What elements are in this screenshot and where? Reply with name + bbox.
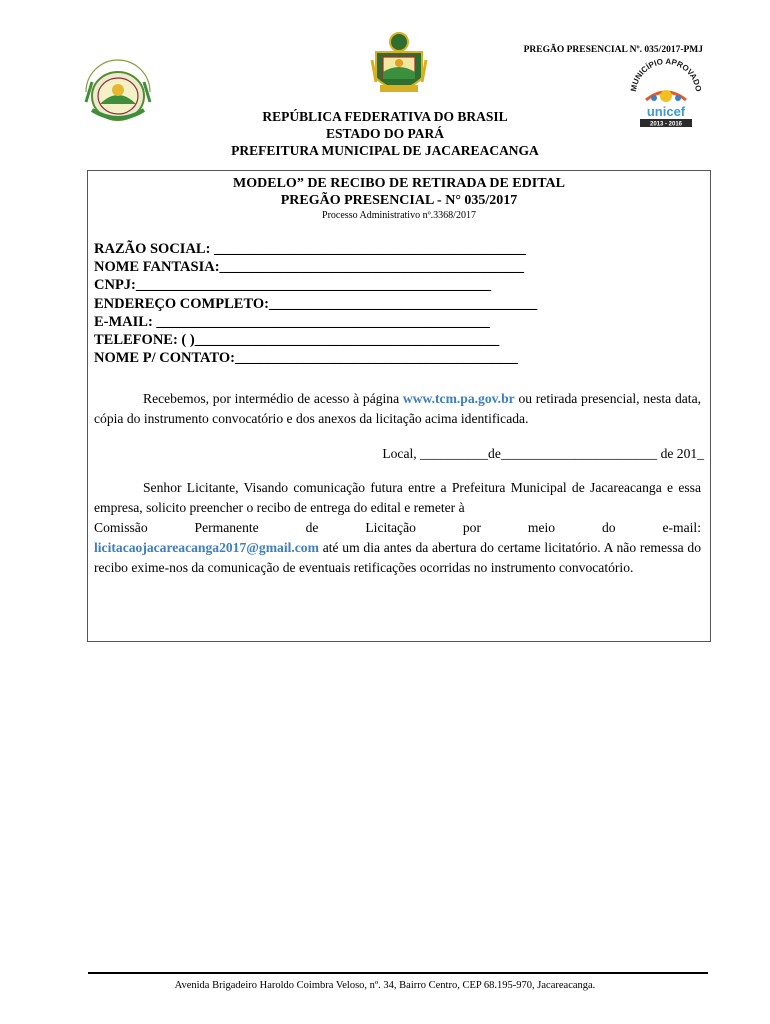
form-title-line2: PREGÃO PRESENCIAL - N° 035/2017 bbox=[280, 193, 518, 208]
field-endereco: ENDEREÇO COMPLETO:_____________________________________ bbox=[94, 295, 538, 312]
form-fields bbox=[94, 240, 710, 367]
spread-word: Comissão bbox=[94, 520, 148, 536]
spread-word: Licitação bbox=[365, 520, 416, 536]
unicef-brand-text: unicef bbox=[646, 104, 686, 119]
para1-before: Recebemos, por intermédio de acesso à página bbox=[143, 391, 403, 407]
spread-word: de bbox=[305, 520, 319, 536]
header-reference: PREGÃO PRESENCIAL Nº. 035/2017-PMJ bbox=[523, 45, 703, 55]
tcm-website-link[interactable]: www.tcm.pa.gov.br bbox=[402, 391, 515, 407]
government-header bbox=[0, 108, 770, 159]
spread-word: e-mail: bbox=[662, 520, 701, 536]
process-number: Processo Administrativo nº.3368/2017 bbox=[322, 210, 476, 221]
receipt-form-box bbox=[87, 170, 711, 642]
instruction-paragraph-end bbox=[94, 538, 701, 578]
local-date-line: Local, __________de_______________________ de 201_ bbox=[382, 446, 704, 462]
field-email: E-MAIL: ______________________________________________ bbox=[94, 313, 490, 330]
state-line: ESTADO DO PARÁ bbox=[325, 126, 444, 141]
form-title-line1: MODELO” DE RECIBO DE RETIRADA DE EDITAL bbox=[233, 176, 565, 191]
spread-word: do bbox=[601, 520, 616, 536]
prefecture-line: PREFEITURA MUNICIPAL DE JACAREACANGA bbox=[231, 143, 539, 158]
field-cnpj: CNPJ:_________________________________________________ bbox=[94, 277, 492, 294]
logo-arc-text: MUNICÍPIO APROVADO bbox=[629, 56, 703, 93]
instruction-paragraph: Senhor Licitante, Visando comunicação futura entre a Prefeitura Municipal de Jacareacanga e essa empresa, solicito preencher o recibo de entrega do edital e remeter à bbox=[94, 480, 701, 516]
para1-after: ou retirada presencial, nesta data, cópia do instrumento convocatório e dos anexos da licitação acima identificada. bbox=[94, 391, 702, 427]
instruction-spread-line bbox=[94, 518, 701, 538]
field-razao-social: RAZÃO SOCIAL: ___________________________________________ bbox=[94, 241, 526, 257]
field-telefone: TELEFONE: ( )__________________________________________ bbox=[94, 332, 500, 349]
receipt-paragraph bbox=[94, 389, 701, 429]
footer-address: Avenida Brigadeiro Haroldo Coimbra Veloso, nº. 34, Bairro Centro, CEP 68.195-970, Jacareacanga. bbox=[174, 980, 596, 991]
field-nome-fantasia: NOME FANTASIA:__________________________________________ bbox=[94, 259, 525, 276]
spread-word: Permanente bbox=[194, 520, 259, 536]
svg-text:MUNICÍPIO APROVADO bbox=[629, 57, 703, 92]
email-link[interactable]: licitacaojacareacanga2017@gmail.com bbox=[94, 540, 319, 556]
logo-years-text: 2013 - 2016 bbox=[649, 121, 683, 128]
coat-of-arms-logo bbox=[370, 30, 428, 100]
spread-word: meio bbox=[527, 520, 556, 536]
para2-after: até um dia antes da abertura do certame licitatório. A não remessa do recibo exime-nos da comunicação de eventuais retificações ocorridas no instrumento convocatório. bbox=[94, 540, 701, 576]
field-nome-contato: NOME P/ CONTATO:_______________________________________ bbox=[94, 350, 518, 367]
republic-line: REPÚBLICA FEDERATIVA DO BRASIL bbox=[262, 109, 508, 124]
footer-divider bbox=[88, 972, 708, 974]
form-title bbox=[88, 175, 710, 209]
spread-word: por bbox=[462, 520, 481, 536]
